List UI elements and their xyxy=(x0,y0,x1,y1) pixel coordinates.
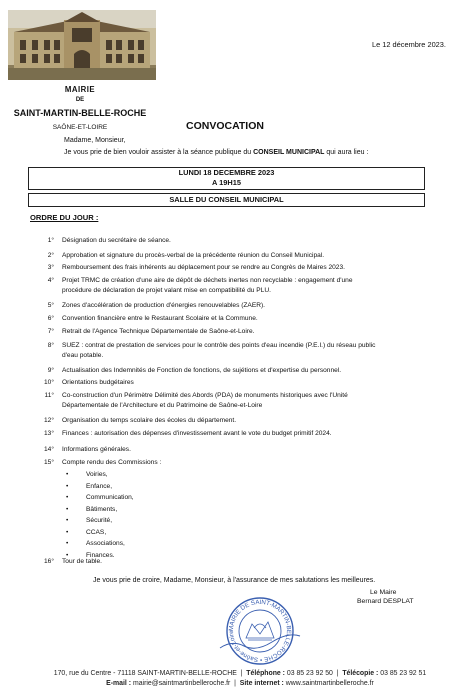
agenda-number: 9° xyxy=(47,367,54,374)
agenda-number: 5° xyxy=(47,302,54,309)
closing-text: Je vous prie de croire, Madame, Monsieur, à l'assurance de mes salutations les meilleures. xyxy=(93,577,376,584)
agenda-number: 12° xyxy=(44,417,54,424)
agenda-number: 13° xyxy=(44,430,54,437)
agenda-number: 2° xyxy=(47,252,54,259)
town-hall-photo xyxy=(8,10,156,80)
meeting-date: LUNDI 18 DECEMBRE 2023 xyxy=(178,168,275,177)
signature-name: Bernard DESPLAT xyxy=(357,598,414,605)
agenda-number: 8° xyxy=(47,342,54,349)
email-link[interactable]: mairie@saintmartinbelleroche.fr xyxy=(132,680,231,687)
agenda-item: Désignation du secrétaire de séance. xyxy=(62,237,171,244)
agenda-number: 6° xyxy=(47,315,54,322)
bullet-icon: • xyxy=(66,482,69,490)
department-name: SAÔNE-ET-LOIRE xyxy=(52,124,108,131)
commission-item: Enfance, xyxy=(86,482,113,490)
agenda-item: Co-construction d'un Périmètre Délimité des Abords (PDA) de monuments historiques avec l'Unité xyxy=(62,392,348,399)
agenda-number: 14° xyxy=(44,446,54,453)
bullet-icon: • xyxy=(66,505,69,513)
agenda-item: d'eau potable. xyxy=(62,352,104,359)
commission-item: Associations, xyxy=(86,540,125,547)
intro-text: Je vous prie de bien vouloir assister à la séance publique du CONSEIL MUNICIPAL qui aura lieu : xyxy=(64,149,369,156)
intro-bold: CONSEIL MUNICIPAL xyxy=(253,149,325,156)
letter-date: Le 12 décembre 2023. xyxy=(372,40,446,49)
agenda-item: Tour de table. xyxy=(62,558,102,565)
agenda-item: Finances : autorisation des dépenses d'investissement avant le vote du budget primitif 2024. xyxy=(62,430,332,437)
commission-item: Sécurité, xyxy=(86,517,113,524)
commission-item: Bâtiments, xyxy=(86,505,118,513)
agenda-number: 4° xyxy=(47,277,54,284)
bullet-icon: • xyxy=(66,528,69,536)
bullet-icon: • xyxy=(66,540,69,547)
salutation: Madame, Monsieur, xyxy=(64,137,126,144)
stamp-text: MAIRIE DE SAINT-MARTIN-BELLE-ROCHE • Saône-et-Loire xyxy=(227,598,293,664)
agenda-number: 16° xyxy=(44,558,54,565)
footer-contact: 170, rue du Centre - 71118 SAINT-MARTIN-BELLE-ROCHE | Téléphone : 03 85 23 92 50 | Télécopie : 03 85 23 92 51 xyxy=(53,670,427,677)
agenda-number: 15° xyxy=(44,459,54,466)
agenda-item: Compte rendu des Commissions : xyxy=(62,459,162,466)
agenda-item: procédure de déclaration de projet valant mise en compatibilité du PLU. xyxy=(62,287,271,294)
commission-item: Communication, xyxy=(86,494,134,501)
agenda-item: Convention financière entre le Restaurant Scolaire et la Commune. xyxy=(62,315,258,322)
agenda-number: 1° xyxy=(47,237,54,244)
meeting-datetime-box xyxy=(28,167,425,190)
agenda-item: Remboursement des frais inhérents au déplacement pour se rendre au Congrès de Maires 2023. xyxy=(62,264,345,271)
agenda-title: ORDRE DU JOUR : xyxy=(30,213,99,222)
agenda-item: Orientations budgétaires xyxy=(62,379,134,386)
agenda-number: 7° xyxy=(47,328,54,335)
website-link[interactable]: www.saintmartinbelleroche.fr xyxy=(285,680,374,687)
commission-item: CCAS, xyxy=(86,528,107,536)
agenda-number: 3° xyxy=(47,264,54,271)
meeting-time: A 19H15 xyxy=(212,178,241,187)
meeting-place-box: SALLE DU CONSEIL MUNICIPAL xyxy=(28,193,425,207)
agenda-item: Projet TRMC de création d'une aire de dépôt de déchets inertes non recyclable : engagement d'une xyxy=(62,277,353,284)
bullet-icon: • xyxy=(66,471,69,478)
agenda-item: Départementale de l'Architecture et du Patrimoine de Saône-et-Loire xyxy=(62,402,263,409)
commission-item: Voiries, xyxy=(86,471,108,478)
agenda-item: Actualisation des Indemnités de Fonction de fonctions, de sujétions et d'expertise du personnel. xyxy=(62,367,342,374)
de-label: DE xyxy=(75,97,85,103)
agenda-item: Organisation du temps scolaire des écoles du département. xyxy=(62,417,237,424)
footer-web: E-mail : mairie@saintmartinbelleroche.fr | Site internet : www.saintmartinbelleroche.fr xyxy=(106,680,374,687)
agenda-item: SUEZ : contrat de prestation de services pour le contrôle des points d'eau incendie (P.E.I.) du réseau public xyxy=(62,342,376,349)
signature-title: Le Maire xyxy=(370,589,397,596)
agenda-item: Retrait de l'Agence Technique Départementale de Saône-et-Loire. xyxy=(62,328,255,335)
bullet-icon: • xyxy=(66,494,69,501)
agenda-number: 11° xyxy=(44,392,54,399)
mairie-label: MAIRIE xyxy=(64,85,96,94)
bullet-icon: • xyxy=(66,517,69,524)
commission-item: Finances. xyxy=(86,551,115,559)
document-title: CONVOCATION xyxy=(186,120,264,132)
official-stamp xyxy=(212,596,308,666)
svg-text:MAIRIE DE SAINT-MARTIN-BELLE-R xyxy=(212,596,292,663)
agenda-item: Approbation et signature du procès-verbal de la précédente réunion du Conseil Municipal. xyxy=(62,252,325,259)
agenda-item: Informations générales. xyxy=(62,446,131,453)
agenda-item: Zones d'accélération de production d'énergies renouvelables (ZAER). xyxy=(62,302,266,309)
commune-name: SAINT-MARTIN-BELLE-ROCHE xyxy=(13,108,147,118)
bullet-icon: • xyxy=(66,551,69,559)
agenda-number: 10° xyxy=(44,379,54,386)
